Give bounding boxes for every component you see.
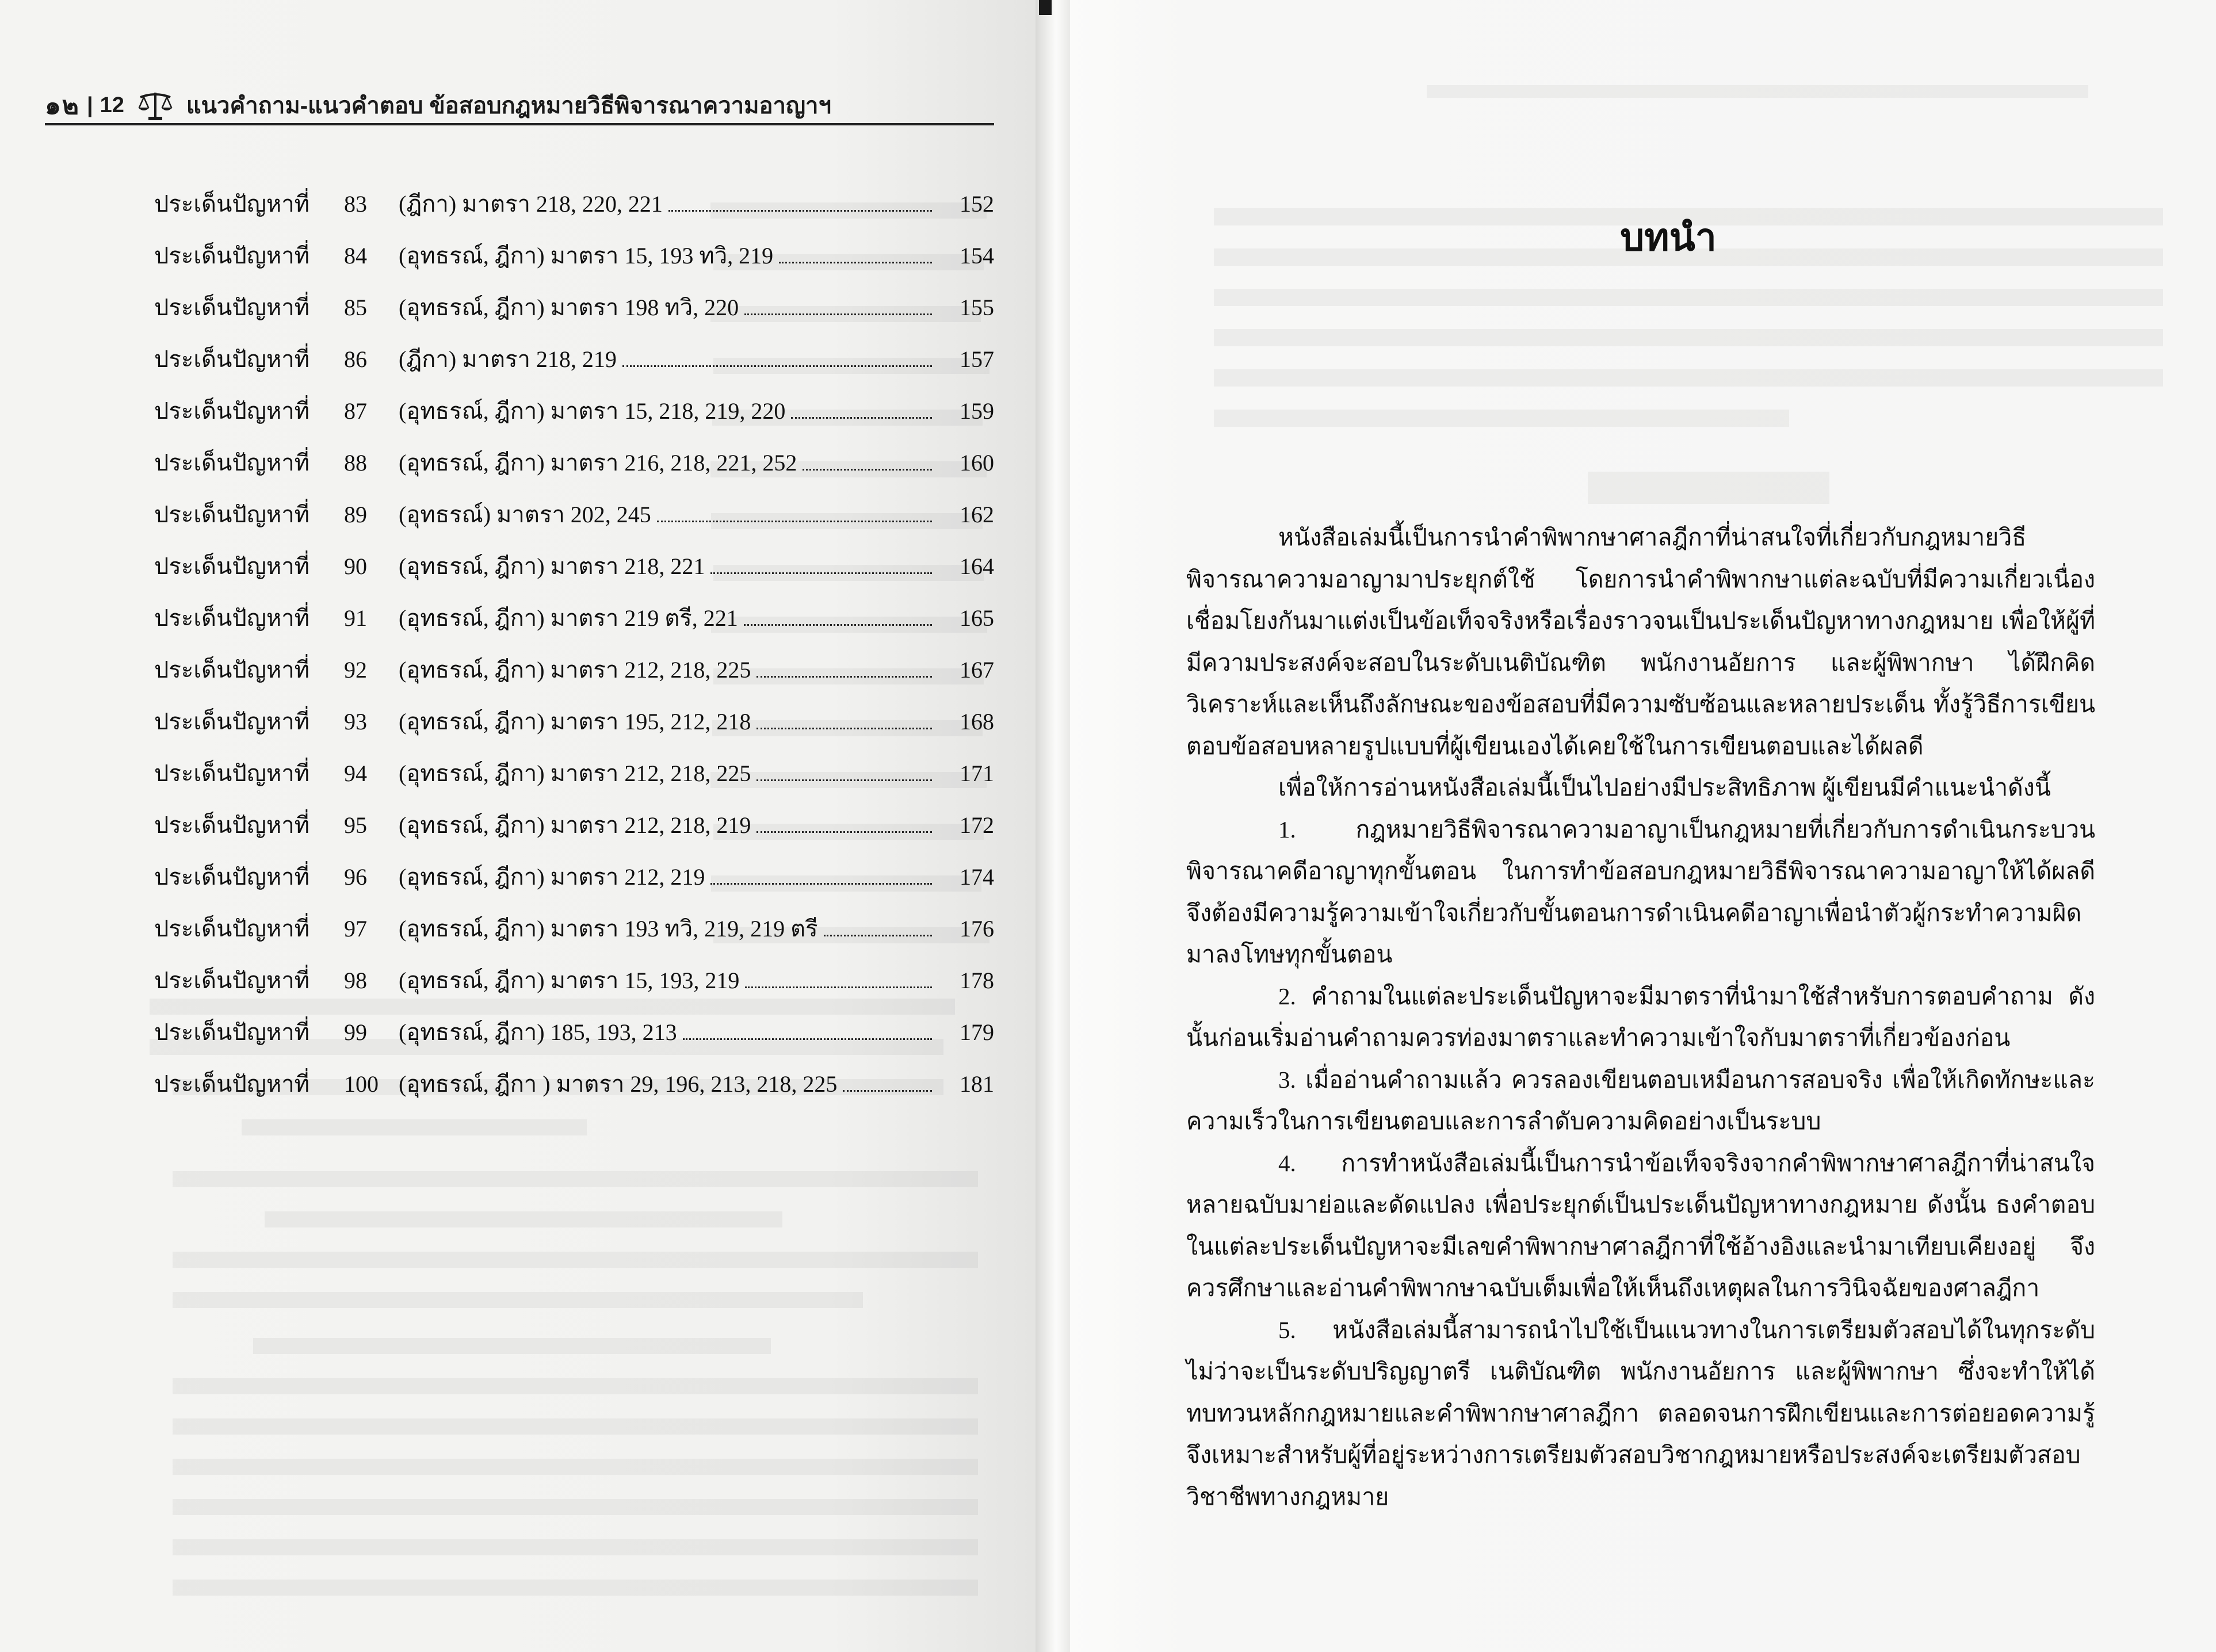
bleed-through-mark [173,1252,978,1268]
bleed-through-mark [242,1119,587,1135]
bleed-through-mark [173,1539,978,1555]
toc-page-number: 171 [960,760,994,786]
toc-row [154,651,994,703]
bleed-through-mark [173,1171,978,1187]
toc-row [154,185,994,237]
bleed-through-mark [173,1459,978,1475]
bleed-through-mark [1588,472,1829,504]
toc-description: (อุทธรณ์, ฎีกา) มาตรา 15, 193 ทวิ, 219 [399,243,774,269]
bleed-through-mark [173,1418,978,1435]
toc-row [154,910,994,962]
page-number: 12 [100,93,124,117]
toc-row [154,392,994,444]
toc-leader-dots [824,935,932,936]
toc-row [154,548,994,599]
toc-description: (อุทธรณ์, ฎีกา ) มาตรา 29, 196, 213, 218, 225 [399,1071,838,1097]
toc-number: 93 [344,709,367,735]
toc-leader-dots [710,883,932,885]
toc-label: ประเด็นปัญหาที่ [154,605,310,631]
toc-number: 83 [344,191,367,217]
toc-row [154,703,994,755]
bleed-through-mark [1427,85,2088,98]
toc-row [154,599,994,651]
toc-page-number: 168 [960,709,994,735]
toc-description: (อุทธรณ์, ฎีกา) มาตรา 212, 218, 225 [399,760,751,786]
bleed-through-mark [253,1338,771,1354]
bleed-through-mark [265,1211,782,1227]
intro-list-item: 1. กฎหมายวิธีพิจารณาความอาญาเป็นกฎหมายที่เกี่ยวกับการดำเนินกระบวนพิจารณาคดีอาญาทุกขั้นตอน ในการทำข้อสอบกฎหมายวิธีพิจารณาความอาญาให้ได้ผลดีจึงต้องมีความรู้ความเข้าใจเกี่ยวกับขั้นตอนการดำเนินคดีอาญาเพื่อนำตัวผู้กระทำความผิดมาลงโทษทุกขั้นตอน [1186,816,2095,968]
toc-label: ประเด็นปัญหาที่ [154,812,310,838]
toc-leader-dots [657,521,932,522]
toc-row [154,237,994,289]
toc-page-number: 155 [960,295,994,320]
toc-row [154,962,994,1014]
bleed-through-mark [173,1499,978,1515]
toc-number: 97 [344,916,367,942]
page-number-thai: ๑๒ [45,91,80,120]
toc-description: (ฎีกา) มาตรา 218, 220, 221 [399,191,663,217]
toc-leader-dots [668,210,932,212]
toc-label: ประเด็นปัญหาที่ [154,760,310,786]
toc-leader-dots [744,313,932,315]
toc-row [154,289,994,341]
toc-description: (อุทธรณ์, ฎีกา) มาตรา 212, 218, 225 [399,657,751,683]
toc-label: ประเด็นปัญหาที่ [154,450,310,476]
bleed-through-mark [1214,410,1789,427]
toc-row [154,806,994,858]
toc-row [154,496,994,548]
toc-page-number: 178 [960,968,994,993]
toc-leader-dots [757,831,932,833]
toc-label: ประเด็นปัญหาที่ [154,709,310,735]
toc-description: (อุทธรณ์, ฎีกา) มาตรา 219 ตรี, 221 [399,605,738,631]
toc-page-number: 162 [960,502,994,527]
toc-description: (อุทธรณ์, ฎีกา) มาตรา 198 ทวิ, 220 [399,295,739,320]
toc-row [154,755,994,806]
toc-description: (อุทธรณ์, ฎีกา) มาตรา 216, 218, 221, 252 [399,450,797,476]
toc-page-number: 157 [960,346,994,372]
bleed-through-mark [1214,369,2163,387]
toc-label: ประเด็นปัญหาที่ [154,1071,310,1097]
toc-leader-dots [791,417,932,419]
left-page [0,0,1036,1652]
toc-page-number: 159 [960,398,994,424]
intro-list-item: 5. หนังสือเล่มนี้สามารถนำไปใช้เป็นแนวทางในการเตรียมตัวสอบได้ในทุกระดับ ไม่ว่าจะเป็นระดับปริญญาตรี เนติบัณฑิต พนักงานอัยการ และผู้พิพากษา ซึ่งจะทำให้ได้ทบทวนหลักกฎหมายและคำพิพากษาศาลฎีกา ตลอดจนการฝึกเขียนและการต่อยอดความรู้ จึงเหมาะสำหรับผู้ที่อยู่ระหว่างการเตรียมตัวสอบวิชากฎหมายหรือประสงค์จะเตรียมตัวสอบวิชาชีพทางกฎหมาย [1186,1316,2095,1510]
toc-description: (อุทธรณ์, ฎีกา) มาตรา 212, 219 [399,864,705,890]
toc-number: 89 [344,502,367,527]
toc-page-number: 174 [960,864,994,890]
toc-number: 85 [344,295,367,320]
toc-label: ประเด็นปัญหาที่ [154,295,310,320]
bleed-through-mark [173,1292,863,1308]
toc-row [154,1065,994,1117]
toc-label: ประเด็นปัญหาที่ [154,657,310,683]
bleed-through-mark [173,1378,978,1394]
toc-number: 84 [344,243,367,269]
running-header-title: แนวคำถาม-แนวคำตอบ ข้อสอบกฎหมายวิธีพิจารณาความอาญาฯ [186,93,831,118]
toc-description: (อุทธรณ์, ฎีกา) มาตรา 218, 221 [399,553,705,579]
toc-number: 90 [344,553,367,579]
toc-leader-dots [683,1038,932,1040]
toc-page-number: 165 [960,605,994,631]
spine-mark [1039,0,1052,15]
toc-leader-dots [622,365,932,367]
running-header [45,85,994,125]
toc-page-number: 176 [960,916,994,942]
toc-leader-dots [745,986,932,988]
toc-number: 98 [344,968,367,993]
toc-number: 86 [344,346,367,372]
toc-leader-dots [744,624,932,626]
toc-label: ประเด็นปัญหาที่ [154,553,310,579]
intro-list-item: 2. คำถามในแต่ละประเด็นปัญหาจะมีมาตราที่นำมาใช้สำหรับการตอบคำถาม ดังนั้นก่อนเริ่มอ่านคำถามควรท่องมาตราและทำความเข้าใจกับมาตราที่เกี่ยวข้องก่อน [1186,982,2095,1051]
toc-page-number: 179 [960,1019,994,1045]
toc-page-number: 181 [960,1071,994,1097]
intro-paragraph: เพื่อให้การอ่านหนังสือเล่มนี้เป็นไปอย่างมีประสิทธิภาพ ผู้เขียนมีคำแนะนำดังนี้ [1278,774,2051,801]
toc-leader-dots [757,728,932,729]
toc-number: 100 [344,1071,379,1097]
toc-number: 99 [344,1019,367,1045]
toc-number: 95 [344,812,367,838]
toc-number: 88 [344,450,367,476]
header-rule [45,123,994,125]
toc-label: ประเด็นปัญหาที่ [154,1019,310,1045]
toc-page-number: 160 [960,450,994,476]
toc-page-number: 172 [960,812,994,838]
bleed-through-mark [173,1580,978,1596]
toc-row [154,858,994,910]
toc-label: ประเด็นปัญหาที่ [154,191,310,217]
toc-description: (อุทธรณ์, ฎีกา) มาตรา 195, 212, 218 [399,709,751,735]
toc-leader-dots [779,262,932,263]
header-separator: | [86,93,93,117]
toc-description: (อุทธรณ์, ฎีกา) มาตรา 212, 218, 219 [399,812,751,838]
toc-label: ประเด็นปัญหาที่ [154,398,310,424]
toc-number: 94 [344,760,367,786]
toc-label: ประเด็นปัญหาที่ [154,243,310,269]
toc-label: ประเด็นปัญหาที่ [154,502,310,527]
intro-list-item: 4. การทำหนังสือเล่มนี้เป็นการนำข้อเท็จจริงจากคำพิพากษาศาลฎีกาที่น่าสนใจหลายฉบับมาย่อและดัดแปลง เพื่อประยุกต์เป็นประเด็นปัญหาทางกฎหมาย ดังนั้น ธงคำตอบในแต่ละประเด็นปัญหาจะมีเลขคำพิพากษาศาลฎีกาที่ใช้อ้างอิงและนำมาเทียบเคียงอยู่ จึงควรศึกษาและอ่านคำพิพากษาฉบับเต็มเพื่อให้เห็นถึงเหตุผลในการวินิจฉัยของศาลฎีกา [1186,1149,2095,1301]
toc-page-number: 164 [960,553,994,579]
toc-leader-dots [710,572,932,574]
table-of-contents [154,185,994,1117]
toc-page-number: 167 [960,657,994,683]
toc-leader-dots [843,1090,932,1092]
bleed-through-mark [1214,289,2163,306]
toc-page-number: 152 [960,191,994,217]
toc-label: ประเด็นปัญหาที่ [154,864,310,890]
toc-leader-dots [803,469,932,471]
toc-label: ประเด็นปัญหาที่ [154,968,310,993]
toc-description: (อุทธรณ์, ฎีกา) 185, 193, 213 [399,1019,677,1045]
book-spine [1036,0,1070,1652]
intro-list-item: 3. เมื่ออ่านคำถามแล้ว ควรลองเขียนตอบเหมือนการสอบจริง เพื่อให้เกิดทักษะและความเร็วในการเขียนตอบและการลำดับความคิดอย่างเป็นระบบ [1186,1066,2095,1134]
intro-title: บทนำ [1620,215,1717,259]
toc-description: (อุทธรณ์, ฎีกา) มาตรา 15, 193, 219 [399,968,740,993]
toc-number: 92 [344,657,367,683]
intro-body [1186,517,2095,1517]
toc-label: ประเด็นปัญหาที่ [154,346,310,372]
toc-page-number: 154 [960,243,994,269]
toc-description: (อุทธรณ์) มาตรา 202, 245 [399,502,651,527]
intro-paragraph: หนังสือเล่มนี้เป็นการนำคำพิพากษาศาลฎีกาที่น่าสนใจที่เกี่ยวกับกฎหมายวิธีพิจารณาความอาญามาประยุกต์ใช้ โดยการนำคำพิพากษาแต่ละฉบับที่มีความเกี่ยวเนื่องเชื่อมโยงกันมาแต่งเป็นข้อเท็จจริงหรือเรื่องราวจนเป็นประเด็นปัญหาทางกฎหมาย เพื่อให้ผู้ที่มีความประสงค์จะสอบในระดับเนติบัณฑิต พนักงานอัยการ และผู้พิพากษา ได้ฝึกคิดวิเคราะห์และเห็นถึงลักษณะของข้อสอบที่มีความซับซ้อนและหลายประเด็น ทั้งรู้วิธีการเขียนตอบข้อสอบหลายรูปแบบที่ผู้เขียนเองได้เคยใช้ในการเขียนตอบและได้ผลดี [1186,524,2095,759]
toc-row [154,1014,994,1065]
toc-number: 96 [344,864,367,890]
bleed-through-mark [1214,329,2163,346]
toc-leader-dots [757,779,932,781]
toc-description: (อุทธรณ์, ฎีกา) มาตรา 193 ทวิ, 219, 219 ตรี [399,916,818,942]
toc-leader-dots [757,676,932,678]
toc-row [154,444,994,496]
toc-label: ประเด็นปัญหาที่ [154,916,310,942]
scales-of-justice-icon [137,89,174,121]
toc-number: 91 [344,605,367,631]
toc-description: (อุทธรณ์, ฎีกา) มาตรา 15, 218, 219, 220 [399,398,786,424]
toc-row [154,341,994,392]
toc-description: (ฎีกา) มาตรา 218, 219 [399,346,617,372]
toc-number: 87 [344,398,367,424]
